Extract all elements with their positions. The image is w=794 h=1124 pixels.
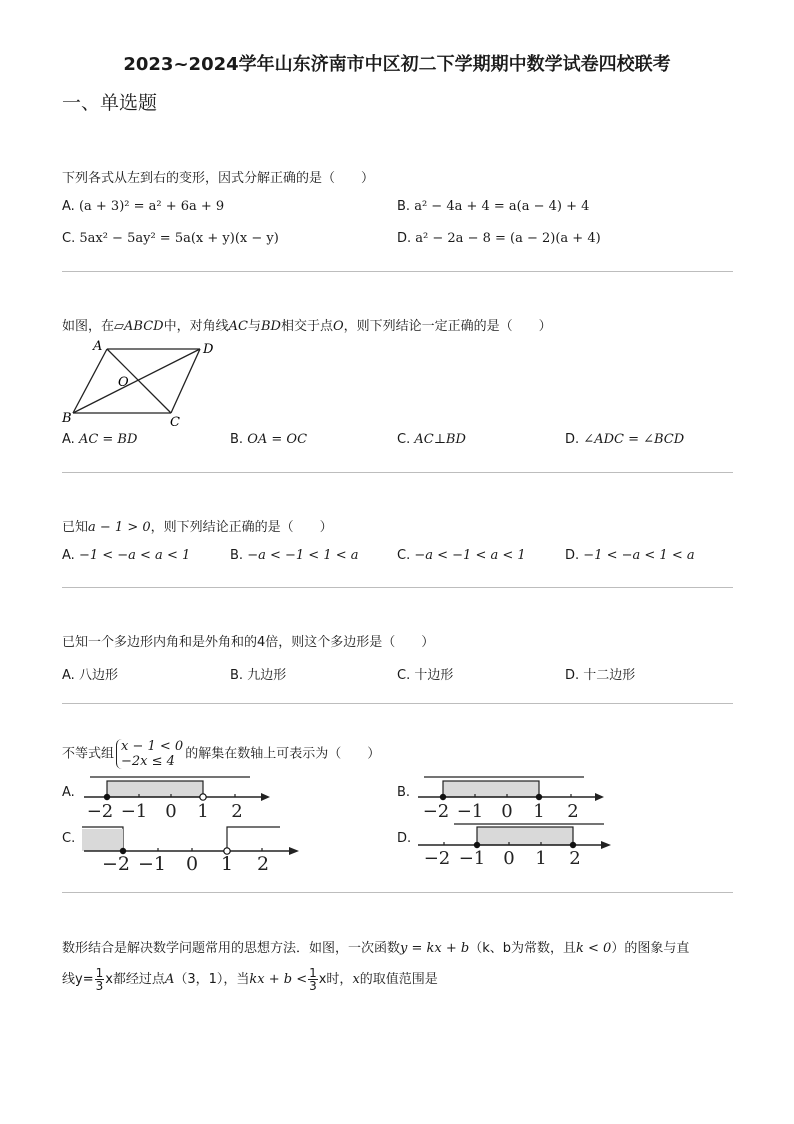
tick-label: 0 <box>503 848 515 869</box>
stem-math: BD <box>260 319 281 334</box>
option-label: B. <box>230 432 244 447</box>
tick-label: −1 <box>120 801 148 821</box>
q3-option-d[interactable] <box>565 548 695 563</box>
option-text: 十二边形 <box>583 668 636 683</box>
option-label: A. <box>62 432 75 447</box>
option-text: AC⊥BD <box>414 432 466 447</box>
tick-label: 2 <box>567 801 579 821</box>
q2-option-a[interactable] <box>62 432 137 447</box>
q5-option-a-label[interactable]: A. <box>62 785 75 800</box>
option-text: 八边形 <box>78 668 118 683</box>
option-text: a² − 2a − 8 = (a − 2)(a + 4) <box>415 231 601 246</box>
option-label: D. <box>565 548 580 563</box>
option-label: C. <box>397 668 411 683</box>
stem-math: A <box>164 972 175 987</box>
option-text: −a < −1 < 1 < a <box>247 548 359 563</box>
q2-stem <box>62 315 552 334</box>
tick-label: 2 <box>256 853 270 872</box>
tick-label: −2 <box>423 848 451 869</box>
tick-label: 1 <box>197 801 209 821</box>
closed-dot <box>536 794 542 800</box>
stem-math: k < 0 <box>576 941 612 956</box>
center-label-o: O <box>118 375 129 390</box>
option-text: (a + 3)² = a² + 6a + 9 <box>78 199 225 214</box>
option-label: C. <box>397 432 411 447</box>
tick-label: −1 <box>456 801 484 821</box>
tick-label: 0 <box>185 853 199 872</box>
q5-option-a-number-line[interactable] <box>80 773 270 821</box>
fraction-one-third <box>95 967 105 992</box>
option-text: 5ax² − 5ay² = 5a(x + y)(x − y) <box>79 231 279 246</box>
stem-text: 线y= <box>62 972 94 987</box>
option-label: D. <box>565 432 580 447</box>
system-line-2: −2x ≤ 4 <box>121 754 175 769</box>
q5-option-b-number-line[interactable] <box>414 773 604 821</box>
fraction-one-third <box>308 967 318 992</box>
q3-option-a[interactable] <box>62 548 190 563</box>
stem-text: 与 <box>247 319 261 334</box>
inequality-system <box>116 739 183 769</box>
vertex-label-c: C <box>170 415 180 430</box>
q1-option-c[interactable] <box>62 231 279 246</box>
parallelogram-figure <box>58 338 228 430</box>
fraction-numerator: 1 <box>95 966 104 980</box>
q3-option-c[interactable] <box>397 548 526 563</box>
option-text: −1 < −a < 1 < a <box>583 548 695 563</box>
option-text: 十边形 <box>414 668 454 683</box>
tick-label: 1 <box>220 853 234 872</box>
divider <box>62 271 733 272</box>
stem-text: 不等式组 <box>62 746 115 762</box>
q4-option-c[interactable] <box>397 664 453 683</box>
tick-label: −2 <box>422 801 450 821</box>
tick-label: −2 <box>86 801 114 821</box>
stem-text: 已知 <box>62 520 89 535</box>
stem-text: x时， <box>318 972 353 987</box>
q2-option-c[interactable] <box>397 432 466 447</box>
divider <box>62 472 733 473</box>
tick-label: −1 <box>137 853 167 872</box>
closed-dot <box>104 794 110 800</box>
tick-label: −2 <box>101 853 131 872</box>
stem-text: ，则下列结论一定正确的是（ ） <box>343 319 552 334</box>
tick-label: 2 <box>231 801 243 821</box>
vertex-label-a: A <box>93 339 103 354</box>
q5-stem <box>62 739 380 769</box>
tick-label: 2 <box>569 848 581 869</box>
stem-text: ，则下列结论正确的是（ ） <box>150 520 333 535</box>
q2-option-b[interactable] <box>230 432 307 447</box>
fraction-denominator: 3 <box>309 979 317 993</box>
option-label: C. <box>62 231 76 246</box>
q4-option-d[interactable] <box>565 664 635 683</box>
stem-text: （3，1），当 <box>174 972 250 987</box>
stem-text: 如图，在 <box>62 319 115 334</box>
stem-math: O <box>332 319 344 334</box>
stem-text: 的解集在数轴上可表示为（ ） <box>185 746 381 762</box>
q6-stem-line2 <box>62 962 438 998</box>
option-label: A. <box>62 199 75 214</box>
tick-label: 1 <box>533 801 545 821</box>
q5-option-d-number-line[interactable] <box>414 820 614 872</box>
system-line-1: x − 1 < 0 <box>121 739 184 754</box>
option-label: D. <box>397 231 412 246</box>
stem-text: 数形结合是解决数学问题常用的思想方法．如图，一次函数 <box>62 941 401 956</box>
stem-math: x <box>352 972 360 987</box>
option-text: AC = BD <box>78 432 138 447</box>
stem-math: kx + b < <box>249 972 308 987</box>
q3-stem <box>62 516 333 535</box>
option-label: B. <box>230 668 244 683</box>
q5-option-b-label[interactable]: B. <box>397 785 411 800</box>
q5-option-c-label[interactable]: C. <box>62 831 76 846</box>
stem-text: ）的图象与直 <box>611 941 690 956</box>
q5-option-c-number-line[interactable] <box>80 820 300 872</box>
option-label: B. <box>230 548 244 563</box>
option-text: a² − 4a + 4 = a(a − 4) + 4 <box>414 199 590 214</box>
stem-text: （k、b为常数，且 <box>469 941 576 956</box>
q1-option-a[interactable] <box>62 199 224 214</box>
q5-option-d-label[interactable]: D. <box>397 831 412 846</box>
stem-math: a − 1 > 0 <box>88 520 151 535</box>
option-label: C. <box>397 548 411 563</box>
option-label: A. <box>62 668 75 683</box>
q2-option-d[interactable] <box>565 432 684 447</box>
q1-option-d[interactable] <box>397 231 601 246</box>
tick-label: 1 <box>535 848 547 869</box>
option-label: D. <box>565 668 580 683</box>
stem-text: 相交于点 <box>280 319 333 334</box>
fraction-numerator: 1 <box>309 966 317 980</box>
option-text: −a < −1 < a < 1 <box>414 548 526 563</box>
q6-stem-line1 <box>62 937 689 956</box>
q4-option-b[interactable] <box>230 664 286 683</box>
q1-stem: 下列各式从左到右的变形，因式分解正确的是（ ） <box>62 171 375 186</box>
fraction-denominator: 3 <box>95 979 104 993</box>
divider <box>62 892 733 893</box>
stem-text: x都经过点 <box>105 972 165 987</box>
tick-label: −1 <box>458 848 486 869</box>
tick-label: 0 <box>165 801 177 821</box>
divider <box>62 587 733 588</box>
option-text: ∠ADC = ∠BCD <box>583 432 685 447</box>
vertex-label-b: B <box>62 411 72 426</box>
open-dot <box>200 794 206 800</box>
stem-math: AC <box>228 319 248 334</box>
option-text: OA = OC <box>247 432 308 447</box>
stem-text: 的取值范围是 <box>359 972 438 987</box>
q1-option-b[interactable] <box>397 199 589 214</box>
tick-label: 0 <box>501 801 513 821</box>
stem-text: 中，对角线 <box>163 319 229 334</box>
section-heading: 一、单选题 <box>62 92 158 114</box>
q3-option-b[interactable] <box>230 548 359 563</box>
option-label: B. <box>397 199 411 214</box>
page-title: 2023~2024学年山东济南市中区初二下学期期中数学试卷四校联考 <box>123 54 671 75</box>
option-text: 九边形 <box>247 668 287 683</box>
option-text: −1 < −a < a < 1 <box>78 548 191 563</box>
closed-dot <box>440 794 446 800</box>
divider <box>62 703 733 704</box>
stem-math: y = kx + b <box>400 941 470 956</box>
q4-stem: 已知一个多边形内角和是外角和的4倍，则这个多边形是（ ） <box>62 635 435 650</box>
vertex-label-d: D <box>203 342 214 357</box>
stem-math: ▱ABCD <box>114 319 164 334</box>
q4-option-a[interactable] <box>62 664 118 683</box>
option-label: A. <box>62 548 75 563</box>
